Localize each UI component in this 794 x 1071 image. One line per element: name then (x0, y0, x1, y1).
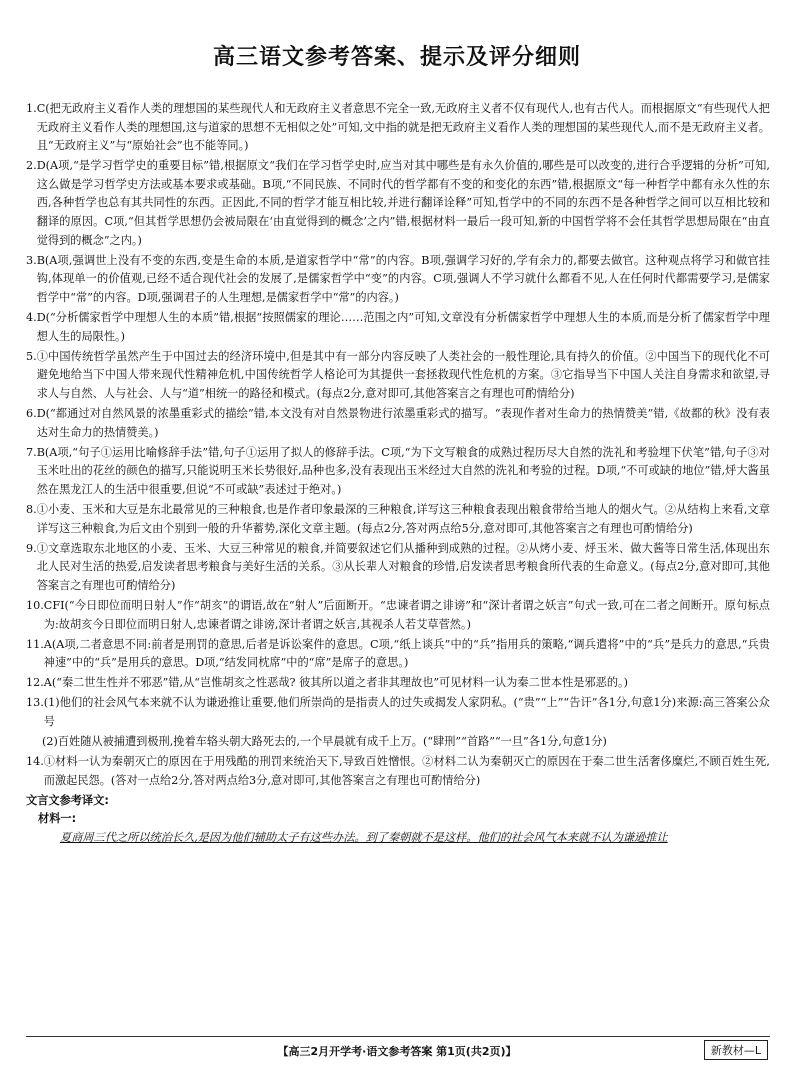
item-text: A(“秦二世生性并不邪恶”错,从“岂惟胡亥之性恶哉? 彼其所以道之者非其理故也”可见材料一认为秦二世本性是邪恶的。) (43, 676, 628, 690)
item-number: 9. (26, 541, 37, 555)
item-text: B(A项,强调世上没有不变的东西,变是生命的本质,是道家哲学中“常”的内容。B项,强调学习好的,学有余力的,都要去做官。这种观点将学习和做官挂钩,体现单一的价值观,已经不适合现代社会的发展了,是儒家哲学中“变”的内容。C项,强调人不学习就什么都看不见,人在任何时代都需要学习,是儒家哲学中“常”的内容。D项,强调君子的人生理想,是儒家哲学中“常”的内容。) (36, 253, 770, 304)
item-number: 4. (26, 311, 37, 325)
answer-item-4 (26, 309, 770, 346)
translation-line: 夏商周三代之所以统治长久,是因为他们辅助太子有这些办法。到了秦朝就不是这样。他们的社会风气本来就不认为谦逊推让 (60, 831, 668, 845)
item-text: D(“分析儒家哲学中理想人生的本质”错,根据“按照儒家的理论……范围之内”可知,文章没有分析儒家哲学中理想人生的本质,而是分析了儒家哲学中理想人生的局限性。) (36, 311, 770, 343)
answer-item-10 (26, 597, 770, 634)
answer-item-13-2 (26, 733, 770, 752)
item-text: D(“都通过对自然风景的浓墨重彩式的描绘”错,本文没有对自然景物进行浓墨重彩式的描写。“表现作者对生命力的热情赞美”错,《故都的秋》没有表达对生命力的热情赞美。) (36, 407, 770, 439)
material-heading: 材料一: (38, 812, 77, 826)
answer-item-9 (26, 540, 770, 596)
item-text: ①材料一认为秦朝灭亡的原因在于用残酷的刑罚来统治天下,导致百姓憎恨。②材料二认为秦朝灭亡的原因在于秦二世生活奢侈糜烂,不顾百姓生死,而激起民怨。(答对一点给2分,答对两点给3分,意对即可,其他答案言之有理也可酌情给分) (43, 755, 770, 787)
item-number: 11. (26, 637, 44, 651)
item-text: ①文章选取东北地区的小麦、玉米、大豆三种常见的粮食,并简要叙述它们从播种到成熟的过程。②从烤小麦、烀玉米、做大酱等日常生活,体现出东北人民对生活的热爱,启发读者思考粮食与美好生活的关系。③从长辈人对粮食的珍惜,启发读者思考粮食所代表的生命意义。(每点2分,意对即可,其他答案言之有理也可酌情给分) (36, 541, 770, 592)
answer-item-6 (26, 405, 770, 442)
item-text: ①中国传统哲学虽然产生于中国过去的经济环境中,但是其中有一部分内容反映了人类社会的一般性理论,具有持久的价值。②中国当下的现代化不可避免地给当下中国人带来现代性精神危机,中国传统哲学人格论可为其提供一套拯救现代性危机的方案。③它指导当下中国人关注自身需求和欲望,寻求人与自然、人与社会、人与“道”相统一的路径和模式。(每点2分,意对即可,其他答案言之有理也可酌情给分) (36, 349, 770, 400)
item-text: (2)百姓随从被捕遭到极刑,挽着车辂头朝大路死去的,一个早晨就有成千上万。(“肆刑”“首路”“一旦”各1分,句意1分) (42, 735, 607, 749)
answer-list (26, 100, 770, 848)
item-text: D(A项,“是学习哲学史的重要目标”错,根据原文“我们在学习哲学史时,应当对其中哪些是有永久价值的,哪些是可以改变的,进行合乎逻辑的分析”可知,这么做是学习哲学史方法或基本要求或基础。B项,“不同民族、不同时代的哲学都有不变的和变化的东西”错,根据原文“每一种哲学中都有永久性的东西,各种哲学也总有其共同性的东西。正因此,不同的哲学才能互相比较,并进行翻译诠释”可知,哲学中的不同的东西不是各种哲学之间可以互相比较和翻译的原因。C项,“但其哲学思想仍会被局限在‘由直觉得到的概念’之内”错,根据材料一最后一段可知,新的中国哲学将不会任其哲学思想局限在“由直觉得到的概念”之内。) (36, 159, 770, 247)
item-number: 1. (26, 102, 37, 115)
answer-item-11 (26, 636, 770, 673)
answer-item-2 (26, 157, 770, 250)
answer-item-8 (26, 501, 770, 538)
item-number: 13. (26, 696, 44, 710)
item-number: 3. (26, 253, 37, 267)
answer-item-1 (26, 100, 770, 156)
item-text: C(把无政府主义看作人类的理想国的某些现代人和无政府主义者意思不完全一致,无政府主义者不仅有现代人,也有古代人。而根据原文“有些现代人把无政府主义看作人类的理想国,这与道家的思想不无相似之处”可知,文中指的就是把无政府主义看作人类的理想国的某些现代人,而不是无政府主义者。且“无政府主义”与“原始社会”也不能等同。) (36, 102, 770, 153)
item-number: 10. (26, 598, 44, 612)
item-number: 7. (26, 445, 37, 459)
answer-item-13-1 (26, 694, 770, 731)
item-text: ①小麦、玉米和大豆是东北最常见的三种粮食,也是作者印象最深的三种粮食,详写这三种粮食表现出粮食带给当地人的烟火气。②从结构上来看,文章详写这三种粮食,为后文由个别到一般的升华蓄势,深化文章主题。(每点2分,答对两点给5分,意对即可,其他答案言之有理也可酌情给分) (36, 502, 770, 535)
footer-divider (26, 1036, 770, 1037)
item-text: (1)他们的社会风气本来就不认为谦逊推让重要,他们所崇尚的是指责人的过失或揭发人家阴私。(“贵”“上”“告讦”各1分,句意1分)来源:高三答案公众号 (43, 696, 770, 728)
translation-heading: 文言文参考译文: (26, 793, 109, 807)
item-number: 2. (26, 159, 37, 173)
item-number: 6. (26, 407, 37, 420)
edition-badge: 新教材—L (704, 1040, 768, 1060)
item-text: B(A项,“句子①运用比喻修辞手法”错,句子①运用了拟人的修辞手法。C项,“为下文写粮食的成熟过程历尽大自然的洗礼和考验埋下伏笔”错,句子③对玉米吐出的花丝的颜色的描写,只能说明玉米长势很好,品种也多,没有表现出玉米经过大自然的洗礼和考验的过程。D项,“不可或缺的地位”错,烀大酱虽然在黑龙江人的生活中很重要,但说“不可或缺”表述过于绝对。) (36, 445, 770, 496)
answer-item-14 (26, 753, 770, 790)
item-number: 14. (26, 755, 44, 769)
answer-item-3 (26, 252, 770, 308)
item-number: 12. (26, 676, 44, 690)
item-text: CFI(“今日即位而明日射人”作“胡亥”的谓语,故在“射人”后面断开。“忠谏者谓之诽谤”和“深计者谓之妖言”句式一致,可在二者之间断开。原句标点为:故胡亥今日即位而明日射人,忠谏者谓之诽谤,深计者谓之妖言,其视杀人若艾草菅然。) (43, 598, 770, 631)
answer-item-12 (26, 674, 770, 693)
page-footer: 【高三2月开学考·语文参考答案 第1页(共2页)】 (277, 1045, 517, 1058)
page-title: 高三语文参考答案、提示及评分细则 (212, 45, 581, 70)
item-number: 5. (26, 349, 37, 363)
answer-item-7 (26, 444, 770, 500)
translation-text (26, 829, 770, 848)
item-text: A(A项,二者意思不同:前者是刑罚的意思,后者是诉讼案件的意思。C项,“纸上谈兵”中的“兵”指用兵的策略,“调兵遣将”中的“兵”是兵力的意思,“兵贵神速”中的“兵”是用兵的意思。D项,“结发同枕席”中的“席”是席子的意思。) (43, 637, 770, 670)
answer-item-5 (26, 348, 770, 404)
item-number: 8. (26, 502, 37, 516)
